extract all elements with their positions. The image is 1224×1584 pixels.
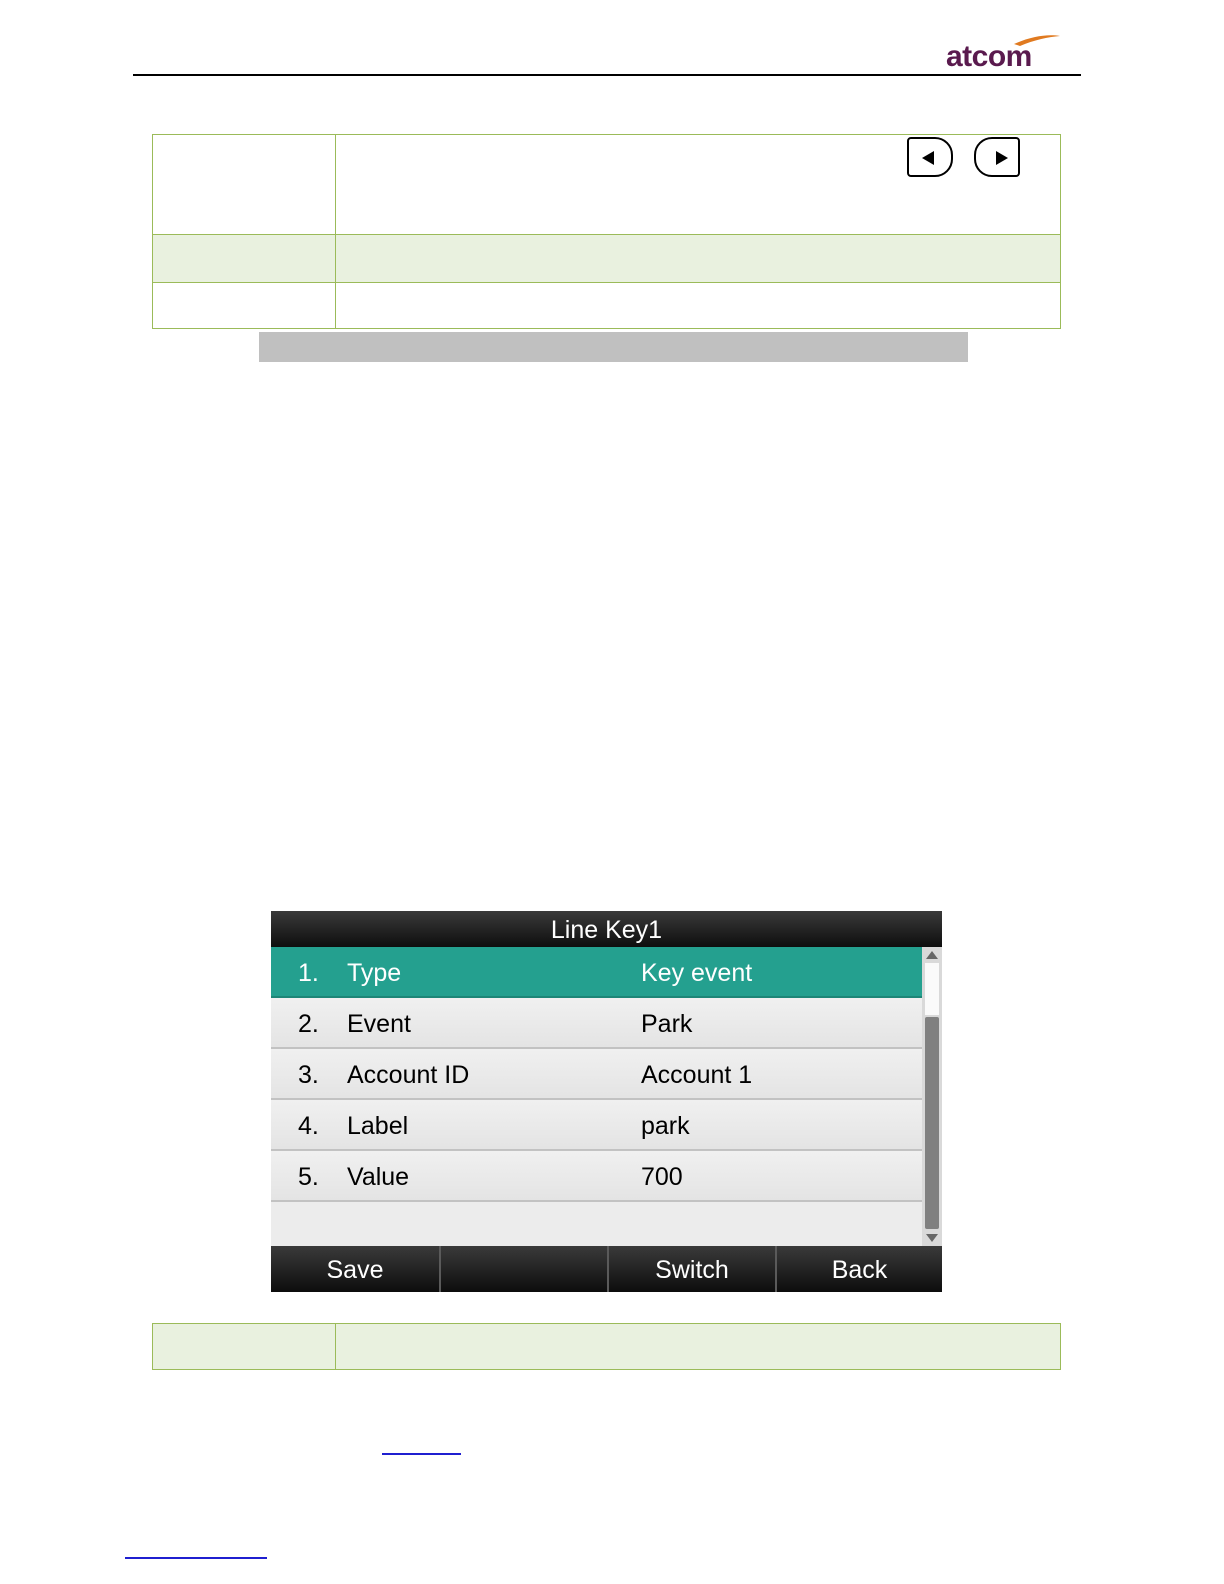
phone-screen bbox=[271, 911, 942, 1292]
scrollbar[interactable] bbox=[922, 947, 942, 1246]
item-label: Value bbox=[347, 1163, 410, 1191]
settings-list bbox=[271, 947, 922, 1202]
table-cell bbox=[153, 1324, 336, 1370]
screen-title: Line Key1 bbox=[271, 911, 942, 947]
item-value: Park bbox=[641, 1010, 693, 1038]
caption-band bbox=[259, 332, 968, 362]
empty-softkey[interactable] bbox=[439, 1246, 607, 1292]
item-value: 700 bbox=[641, 1163, 683, 1191]
item-number: 3. bbox=[298, 1061, 319, 1089]
switch-softkey[interactable]: Switch bbox=[607, 1246, 775, 1292]
table-row bbox=[153, 235, 1061, 283]
item-label: Label bbox=[347, 1112, 409, 1140]
scroll-thumb[interactable] bbox=[925, 1017, 939, 1229]
svg-text:atcom: atcom bbox=[946, 40, 1032, 70]
scroll-track bbox=[925, 963, 939, 1015]
item-value: park bbox=[641, 1112, 690, 1140]
item-label: Type bbox=[347, 959, 402, 987]
item-number: 2. bbox=[298, 1010, 319, 1038]
list-item-event[interactable] bbox=[271, 998, 922, 1049]
table-row bbox=[153, 283, 1061, 329]
table-cell bbox=[336, 1324, 1061, 1370]
item-number: 1. bbox=[298, 959, 319, 987]
list-item-value[interactable] bbox=[271, 1151, 922, 1202]
list-item-label[interactable] bbox=[271, 1100, 922, 1151]
save-softkey[interactable]: Save bbox=[326, 1256, 384, 1284]
scroll-up-arrow-icon[interactable] bbox=[926, 951, 938, 959]
right-arrow-key-icon bbox=[974, 137, 1020, 177]
item-value: Key event bbox=[641, 959, 753, 987]
table-cell bbox=[153, 283, 336, 329]
softkey-bar bbox=[271, 1246, 942, 1292]
table-cell bbox=[153, 235, 336, 283]
atcom-logo bbox=[944, 34, 1064, 70]
empty-list-area bbox=[271, 1202, 922, 1246]
footer-link-underline[interactable] bbox=[125, 1557, 267, 1559]
table-row bbox=[153, 1324, 1061, 1370]
hyperlink-underline[interactable] bbox=[382, 1453, 461, 1455]
settings-table-bottom bbox=[152, 1323, 1061, 1370]
item-label: Event bbox=[347, 1010, 411, 1038]
table-cell bbox=[336, 283, 1061, 329]
item-number: 5. bbox=[298, 1163, 319, 1191]
list-item-type[interactable] bbox=[271, 947, 922, 998]
item-label: Account ID bbox=[347, 1061, 470, 1089]
list-item-account-id[interactable] bbox=[271, 1049, 922, 1100]
left-arrow-key-icon bbox=[907, 137, 953, 177]
item-number: 4. bbox=[298, 1112, 319, 1140]
table-cell bbox=[336, 235, 1061, 283]
table-cell bbox=[153, 135, 336, 235]
back-softkey[interactable]: Back bbox=[775, 1246, 942, 1292]
scroll-down-arrow-icon[interactable] bbox=[926, 1234, 938, 1242]
item-value: Account 1 bbox=[641, 1061, 753, 1089]
header-rule bbox=[133, 74, 1081, 76]
